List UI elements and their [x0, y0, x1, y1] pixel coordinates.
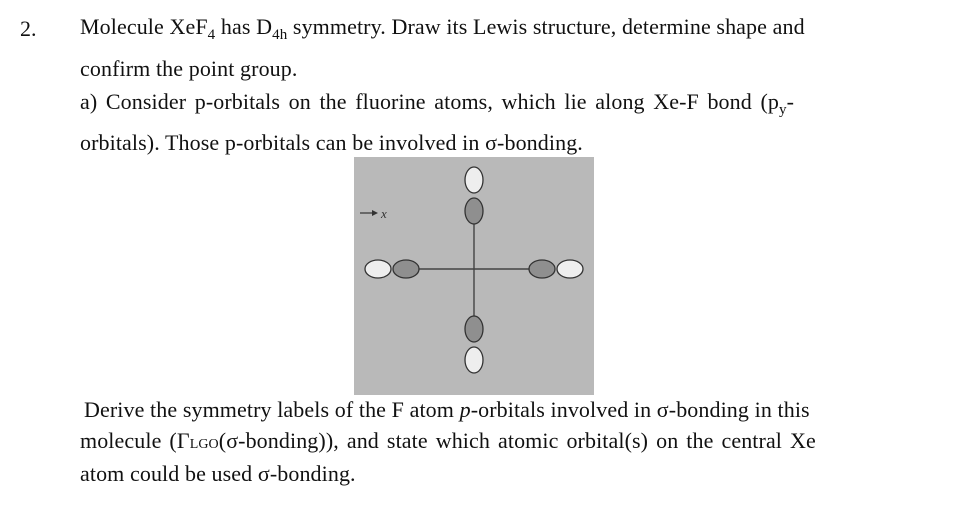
line1-text-c: symmetry. Draw its Lewis structure, determine shape and [287, 14, 805, 39]
line6-text-a: molecule (Γ [80, 428, 190, 453]
bottom-orbital-outer-lobe [465, 347, 483, 373]
question-line-4: orbitals). Those p-orbitals can be involved in σ-bonding. [80, 130, 583, 155]
line6-text-b: (σ-bonding)), and state which atomic orbital(s) on the central Xe [218, 428, 816, 453]
axis-arrow-head [372, 210, 378, 216]
question-number: 2. [20, 16, 37, 41]
right-orbital-inner-lobe [529, 260, 555, 278]
question-line-2: confirm the point group. [80, 56, 298, 81]
line5-text-b: -orbitals involved in σ-bonding in this [470, 397, 810, 422]
left-orbital [365, 260, 419, 278]
line1-text-a: Molecule XeF [80, 14, 208, 39]
line5-text-a: Derive the symmetry labels of the F atom [84, 397, 460, 422]
line3-tail: - [786, 89, 795, 114]
line1-subscript-a: 4 [207, 27, 216, 43]
top-orbital-inner-lobe [465, 198, 483, 224]
line1-text-b: has D [215, 14, 273, 39]
line1-subscript-b: 4h [272, 27, 288, 43]
right-orbital [529, 260, 583, 278]
p-orbital-figure [354, 157, 594, 395]
orbital-diagram [354, 157, 594, 395]
right-orbital-outer-lobe [557, 260, 583, 278]
line3-text: a) Consider p-orbitals on the fluorine atoms, which lie along Xe-F bond (p [80, 89, 779, 114]
top-orbital [465, 167, 483, 224]
question-line-3 [80, 89, 795, 118]
line5-italic-p: p [459, 397, 471, 422]
line3-subscript: y [778, 102, 787, 118]
question-line-5 [84, 397, 810, 423]
line6-lgo: LGO [189, 437, 219, 452]
left-orbital-outer-lobe [365, 260, 391, 278]
bottom-orbital [465, 316, 483, 373]
left-orbital-inner-lobe [393, 260, 419, 278]
axis-label: x [381, 206, 387, 221]
question-line-1 [80, 14, 805, 43]
question-line-6 [80, 428, 816, 454]
top-orbital-outer-lobe [465, 167, 483, 193]
question-line-7: atom could be used σ-bonding. [80, 461, 356, 486]
bottom-orbital-inner-lobe [465, 316, 483, 342]
